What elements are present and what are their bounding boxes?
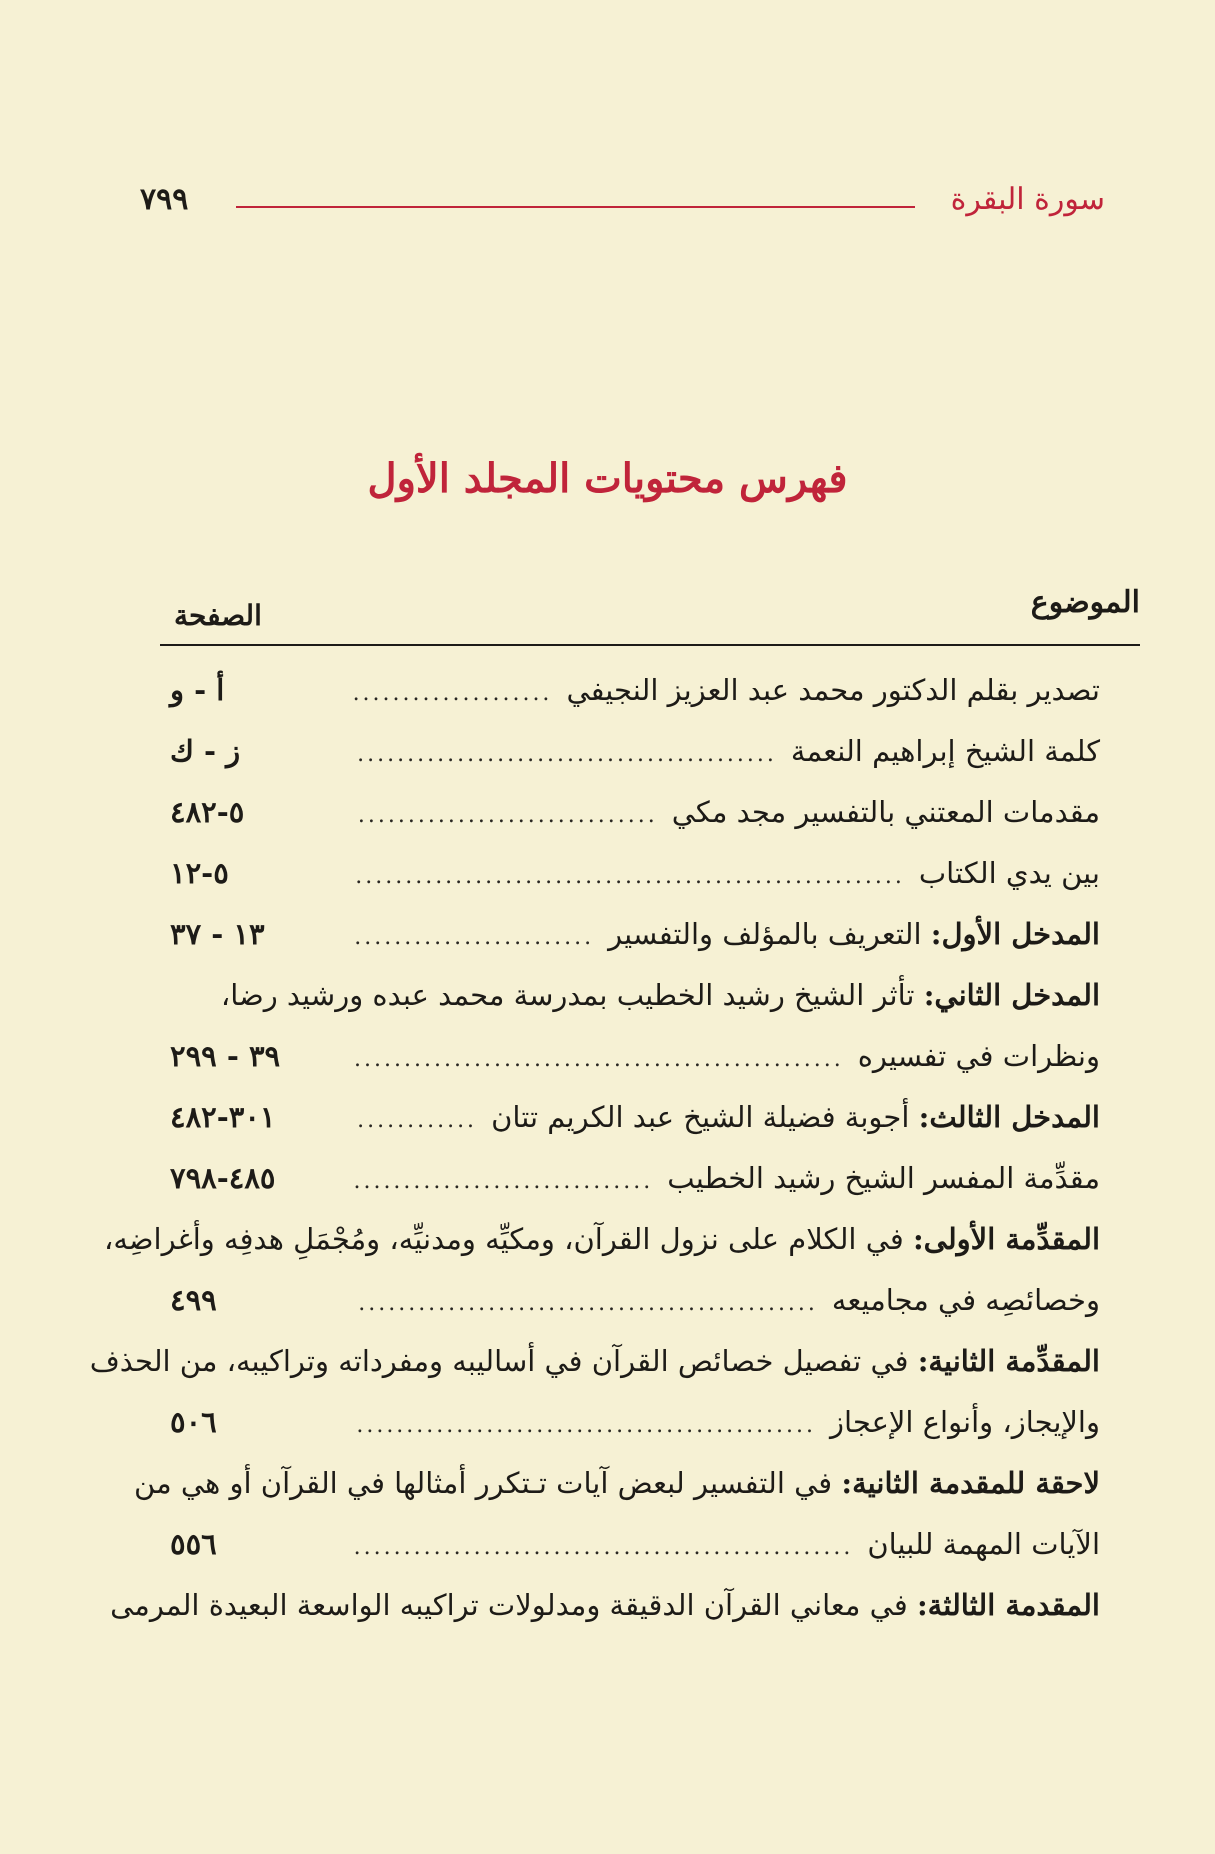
toc-entry-text: [90, 1331, 1100, 1392]
toc-entry-text: [832, 1270, 1100, 1331]
toc-entry-title: وخصائصِه في مجاميعه: [831, 1283, 1100, 1317]
toc-entry: [134, 1453, 1100, 1514]
toc-entry: [160, 1148, 1100, 1209]
dot-leader: [354, 846, 905, 907]
toc-entry-title: في تفصيل خصائص القرآن في أساليبه ومفرداته وتراكيبه، من الحذف: [89, 1344, 918, 1378]
toc-entry-page: [0, 1575, 110, 1636]
toc-entry-page: ٤٩٩: [170, 1283, 217, 1317]
toc-entry-title: مقدمات المعتني بالتفسير مجد مكي: [671, 795, 1100, 829]
toc-entry-page: ١٣ - ٣٧: [170, 917, 265, 951]
toc-entry-page: ٥-١٢: [170, 856, 229, 890]
toc-entry-page: ٥-٤٨٢: [170, 795, 245, 829]
dot-leader: [354, 724, 777, 785]
toc-entry-page: ٣٠١-٤٨٢: [170, 1100, 276, 1134]
toc-entry-text: [858, 1026, 1100, 1087]
toc-entry-text: [110, 1575, 1100, 1636]
toc-entry-title: في الكلام على نزول القرآن، ومكيِّه ومدنيِّه، ومُجْمَلِ هدفِه وأغراضِه،: [103, 1222, 913, 1256]
toc-entry-text: [566, 660, 1100, 721]
toc-entry: [160, 660, 1100, 721]
toc-entry-lead: المدخل الأول:: [930, 917, 1100, 951]
dot-leader: [354, 1517, 853, 1578]
toc-entry-text: [867, 1514, 1100, 1575]
toc-entry: [160, 721, 1100, 782]
toc-entry-title: تصدير بقلم الدكتور محمد عبد العزيز النجيفي: [566, 673, 1100, 707]
toc-entry-text: [104, 1209, 1100, 1270]
toc-entry-text: [672, 782, 1100, 843]
toc-entry: [160, 782, 1100, 843]
dot-leader: [354, 1029, 844, 1090]
toc-entry-lead: المدخل الثاني:: [923, 978, 1100, 1012]
toc-entry: [160, 965, 1100, 1026]
toc-entry-page: ٥٥٦: [170, 1527, 217, 1561]
toc-entry-lead: لاحقة للمقدمة الثانية:: [841, 1466, 1100, 1500]
toc-entry-title: مقدِّمة المفسر الشيخ رشيد الخطيب: [667, 1161, 1100, 1195]
toc-entry-page: ٤٨٥-٧٩٨: [170, 1161, 276, 1195]
column-headers: [160, 585, 1140, 647]
toc-entry-title: كلمة الشيخ إبراهيم النعمة: [790, 734, 1100, 768]
toc-entry: [110, 1575, 1100, 1636]
column-header-page: الصفحة: [174, 599, 262, 632]
toc-entry: [160, 843, 1100, 904]
toc-entry-text: [830, 1392, 1100, 1453]
toc-entry-lead: المقدِّمة الأولى:: [912, 1222, 1100, 1256]
dot-leader: [354, 1273, 818, 1334]
toc-entry: [160, 1270, 1100, 1331]
toc-entry-text: [791, 721, 1100, 782]
toc-entry-title: تأثر الشيخ رشيد الخطيب بمدرسة محمد عبده ورشيد رضا،: [220, 978, 924, 1012]
toc-entry-text: [134, 1453, 1100, 1514]
toc-entry-title: في التفسير لبعض آيات تـتكرر أمثالها في القرآن أو هي من: [134, 1466, 842, 1500]
toc-entry: [160, 1087, 1100, 1148]
toc-list: [89, 660, 1100, 1636]
toc-entry: [160, 1514, 1100, 1575]
toc-entry-page: ز - ك: [170, 734, 241, 768]
toc-entry-title: ونظرات في تفسيره: [857, 1039, 1100, 1073]
dot-leader: [354, 1151, 653, 1212]
column-header-rule: [160, 644, 1140, 646]
dot-leader: [354, 785, 658, 846]
dot-leader: [354, 663, 552, 724]
dot-leader: [354, 907, 594, 968]
toc-entry-title: في معاني القرآن الدقيقة ومدلولات تراكيبه الواسعة البعيدة المرمى: [110, 1588, 917, 1622]
toc-entry-text: [667, 1148, 1100, 1209]
toc-entry: [89, 1331, 1100, 1392]
toc-entry-page: ٣٩ - ٢٩٩: [170, 1039, 281, 1073]
header-divider: [236, 206, 915, 208]
toc-entry-text: [491, 1087, 1100, 1148]
toc-entry-title: الآيات المهمة للبيان: [867, 1527, 1100, 1561]
toc-entry-lead: المقدِّمة الثانية:: [917, 1344, 1100, 1378]
toc-entry-page: أ - و: [170, 673, 225, 707]
dot-leader: [354, 1090, 477, 1151]
toc-entry-text: [221, 965, 1100, 1026]
toc-entry-title: والإيجاز، وأنواع الإعجاز: [830, 1405, 1100, 1439]
dot-leader: [354, 1395, 816, 1456]
page-number: ٧٩٩: [140, 182, 189, 217]
toc-entry: [160, 904, 1100, 965]
toc-entry-title: بين يدي الكتاب: [918, 856, 1100, 890]
toc-entry-text: [608, 904, 1100, 965]
toc-entry-lead: المدخل الثالث:: [918, 1100, 1100, 1134]
running-header-surah: سورة البقرة: [950, 182, 1105, 217]
toc-entry: [160, 1392, 1100, 1453]
toc-entry-page: ٥٠٦: [170, 1405, 217, 1439]
toc-entry-lead: المقدمة الثالثة:: [916, 1588, 1100, 1622]
page-title: فهرس محتويات المجلد الأول: [367, 455, 848, 502]
toc-entry: [103, 1209, 1100, 1270]
running-header: [140, 178, 1105, 234]
toc-entry-title: أجوبة فضيلة الشيخ عبد الكريم تتان: [491, 1100, 919, 1134]
toc-entry-title: التعريف بالمؤلف والتفسير: [608, 917, 931, 951]
column-header-topic: الموضوع: [1030, 585, 1140, 620]
toc-entry: [160, 1026, 1100, 1087]
toc-entry-text: [919, 843, 1100, 904]
